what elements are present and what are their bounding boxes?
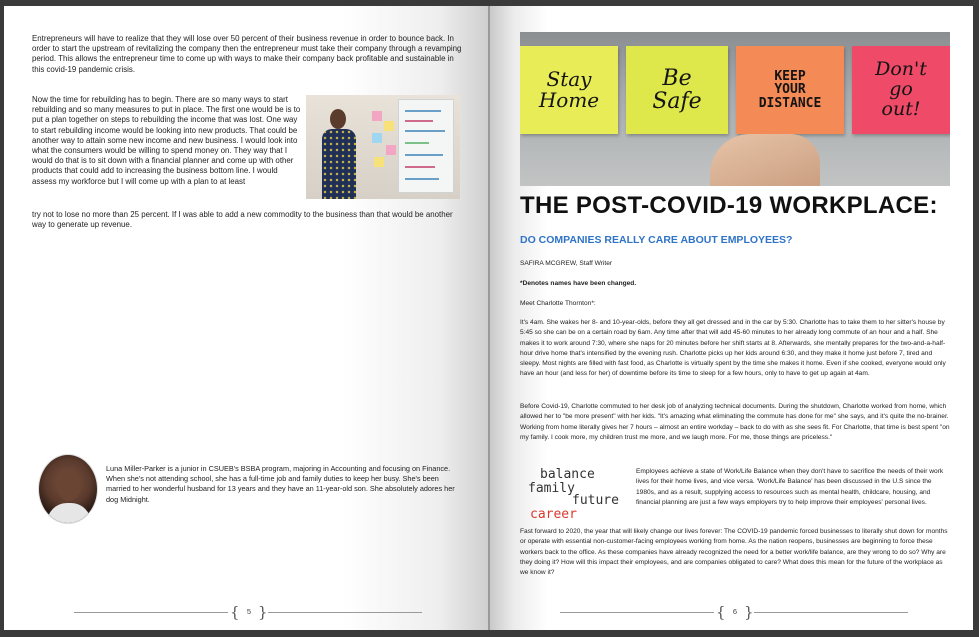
right-page-footer: { 6 } [560, 603, 908, 623]
magazine-spread [4, 6, 973, 630]
left-paragraph-2-continued: try not to lose no more than 25 percent. If I was able to add a new commodity to the business than that would be another way to generate up revenue. [32, 210, 453, 230]
left-page [4, 6, 488, 630]
article-byline: SAFIRA MCGREW, Staff Writer [520, 260, 613, 267]
presenter-figure [316, 107, 362, 199]
right-page [490, 6, 973, 630]
sticky-note-be-safe: Be Safe [626, 46, 728, 134]
author-portrait [38, 454, 98, 524]
article-headline: THE POST-COVID-19 WORKPLACE: [520, 192, 938, 219]
article-paragraph-4: Fast forward to 2020, the year that will likely change our lives forever: The COVID-19 pandemic forced businesses to literally shut down for months or operate with essential non-customer-facing employees working from home. As the nation reopens, businesses are beginning to force these workers back to the office. As these companies have already recognized the need for a better work/life balance, are they wrong to do so? Why are they doing it? How will this impact their employees, and are companies obligated to care? What does this mean for the future of the workplace as we know it? [520, 528, 948, 577]
sticky-note-dont-go-out: Don't go out! [852, 46, 950, 134]
page-number: 5 [246, 607, 252, 616]
names-changed-note: *Denotes names have been changed. [520, 280, 637, 287]
author-bio: Luna Miller-Parker is a junior in CSUEB's BSBA program, majoring in Accounting and focusing on Finance. When she's not attending school, she has a full-time job and family duties to keep her busy. She's been married to her wonderful husband for 13 years and they have an 11-year-old son. She absolutely adores her dog Midnight. [106, 464, 455, 504]
whiteboard [398, 99, 454, 193]
sticky-note-keep-distance: KEEP YOUR DISTANCE [736, 46, 844, 134]
work-life-balance-logo: balance family future career [528, 467, 619, 522]
article-paragraph-2: Before Covid-19, Charlotte commuted to her desk job of analyzing technical documents. During the shutdown, Charlotte worked from home, which allowed her to "be more present" with her kids. "It's amazing what eliminating the commute has done for me" she says, and it's quite the no-brainer. Working from home literally gives her 7 hours – almost an entire workday – back to do with as she sees fit. For Charlotte, that time is best spent "on my family. I cook more, my children trust me more, and we laugh more. For me, those things are priceless." [520, 403, 950, 441]
article-intro-line: Meet Charlotte Thornton*: [520, 300, 596, 307]
article-subheadline: DO COMPANIES REALLY CARE ABOUT EMPLOYEES? [520, 234, 793, 246]
article-paragraph-3: Employees achieve a state of Work/Life Balance when they don't have to sacrifice the needs of their work lives for their home lives, and vice versa. 'Work/Life Balance' has been discussed in the U.S since the 1980s, and as a result, supplying access to resources such as mental health, childcare, housing, and financial planning are just a few ways employers try to help improve their employees' personal lives. [636, 468, 944, 506]
page-number: 6 [732, 607, 738, 616]
left-paragraph-2: Now the time for rebuilding has to begin. There are so many ways to start rebuilding and so many measures to put in place. The first one would be is to put a plan together on steps to rebuilding the income that was lost. One way to start rebuilding income would be looking into new products. That could be another way to attain some new income and new business. I would look into what the consumers would be willing to spend money on. They way that I would do that is to sit down with a financial planner and come up with other products that could add to increasing the business bottom line. I would assess my workforce but I will come up with a plan to at least [32, 95, 301, 186]
article-paragraph-1: It's 4am. She wakes her 8- and 10-year-olds, before they all get dressed and in the car by 5:30. Charlotte has to take them to her sitter's house by 5:45 so she can be on a certain road by 6am. Any time after that will add 45-60 minutes to her already long commute of an hour and a half. She makes it to work around 7:30, where she naps for 20 minutes before her shift starts at 8. Afterwards, she mentally prepares for the two-and-a-half-hour drive home that's intensified by the evening rush. Charlotte picks up her kids around 6:30, and they make it home just before 7, tired and sleepy. Most nights are filled with fast food, as Charlotte is virtually spent by the time she makes it home. Even if she cooked, everyone would only have an hour (and less for her) of downtime before its time to sleep for a few hours, only to have to get up again at 4am. [520, 319, 946, 378]
left-paragraph-1: Entrepreneurs will have to realize that they will lose over 50 percent of their business revenue in order to bounce back. In order to start the upstream of revitalizing the company then the entrepreneur must take their company through a revamping period. This allows the entrepreneur time to come up with ways to make their company back profitable and sustainable in this covid-19 pandemic crisis. [32, 34, 462, 74]
office-planning-photo [306, 95, 460, 199]
hand-image [710, 134, 820, 186]
left-page-footer: { 5 } [74, 603, 422, 623]
sticky-note-stay-home: Stay Home [520, 46, 618, 134]
sticky-notes-photo [520, 32, 950, 186]
